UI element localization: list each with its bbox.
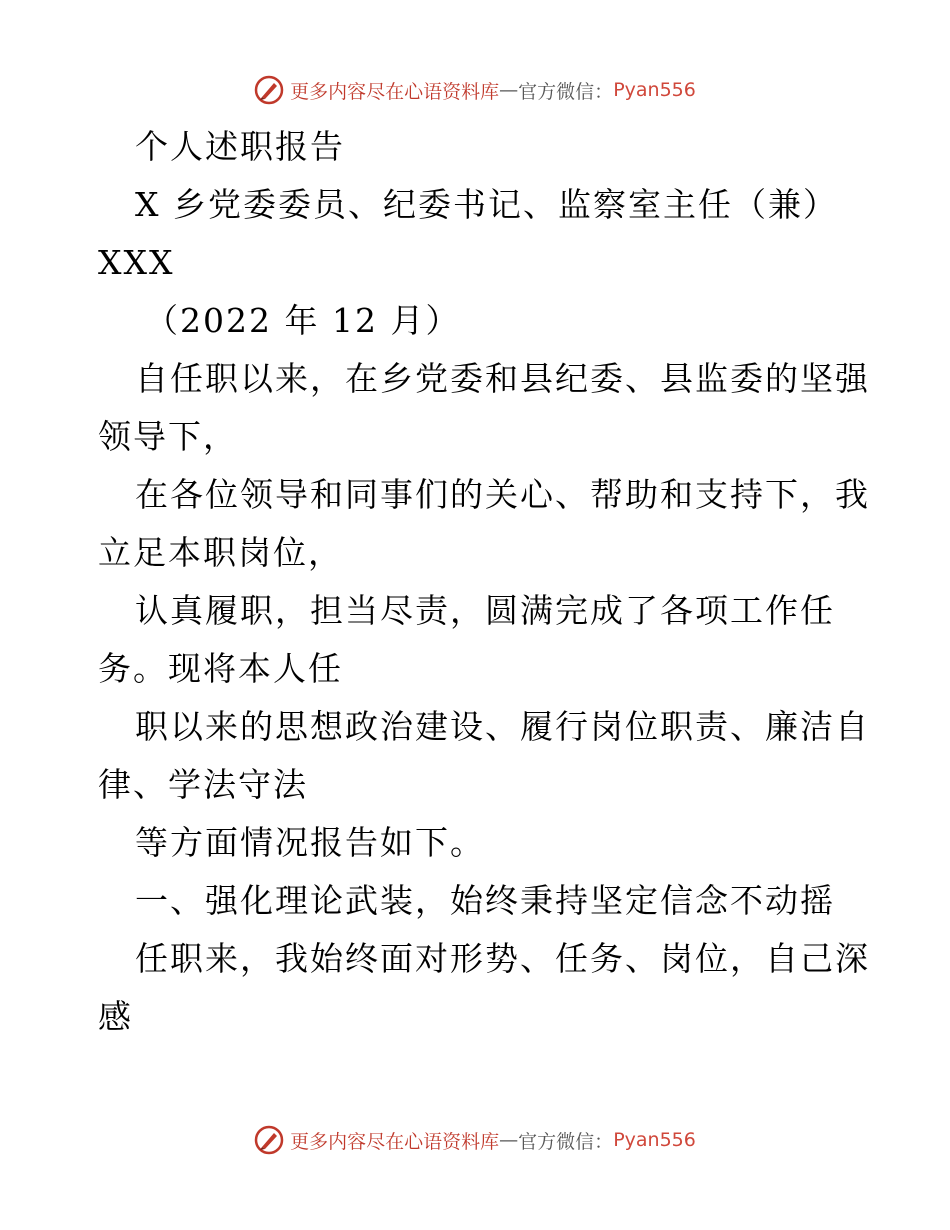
doc-paragraph-line: 领导下，	[98, 417, 238, 456]
doc-paragraph-line: 立足本职岗位，	[98, 533, 343, 572]
doc-paragraph-line: 务。现将本人任	[98, 649, 343, 688]
pen-logo-icon	[254, 1125, 284, 1155]
doc-section-heading: 一、强化理论武装，始终秉持坚定信念不动摇	[135, 881, 835, 920]
watermark-header	[0, 70, 950, 110]
doc-paragraph-line: 认真履职，担当尽责，圆满完成了各项工作任	[135, 591, 835, 630]
doc-author-name: XXX	[98, 243, 175, 282]
doc-paragraph-line: 等方面情况报告如下。	[135, 823, 485, 862]
document-body	[98, 118, 870, 1046]
doc-paragraph-line: 任职来，我始终面对形势、任务、岗位，自己深	[135, 939, 870, 978]
watermark-separator: —	[499, 79, 519, 101]
watermark-main-text: 更多内容尽在心语资料库	[290, 1130, 500, 1153]
doc-paragraph-line: 律、学法守法	[98, 765, 308, 804]
watermark-separator: —	[499, 1129, 519, 1151]
watermark-wechat-label: 官方微信：	[518, 1130, 614, 1153]
pen-logo-icon	[254, 75, 284, 105]
watermark-footer	[0, 1120, 950, 1160]
watermark-main-text: 更多内容尽在心语资料库	[290, 80, 500, 103]
doc-paragraph-line: 职以来的思想政治建设、履行岗位职责、廉洁自	[135, 707, 870, 746]
watermark-wechat-label: 官方微信：	[518, 80, 614, 103]
watermark-wechat-id: Pyan556	[613, 1129, 696, 1151]
doc-author-position: X 乡党委委员、纪委书记、监察室主任（兼）	[135, 185, 838, 224]
doc-paragraph-line: 自任职以来，在乡党委和县纪委、县监委的坚强	[135, 359, 870, 398]
doc-paragraph-line: 感	[98, 997, 133, 1036]
doc-paragraph-line: 在各位领导和同事们的关心、帮助和支持下，我	[135, 475, 870, 514]
doc-title: 个人述职报告	[135, 127, 345, 166]
watermark-wechat-id: Pyan556	[613, 79, 696, 101]
doc-date: （2022 年 12 月）	[145, 301, 461, 340]
